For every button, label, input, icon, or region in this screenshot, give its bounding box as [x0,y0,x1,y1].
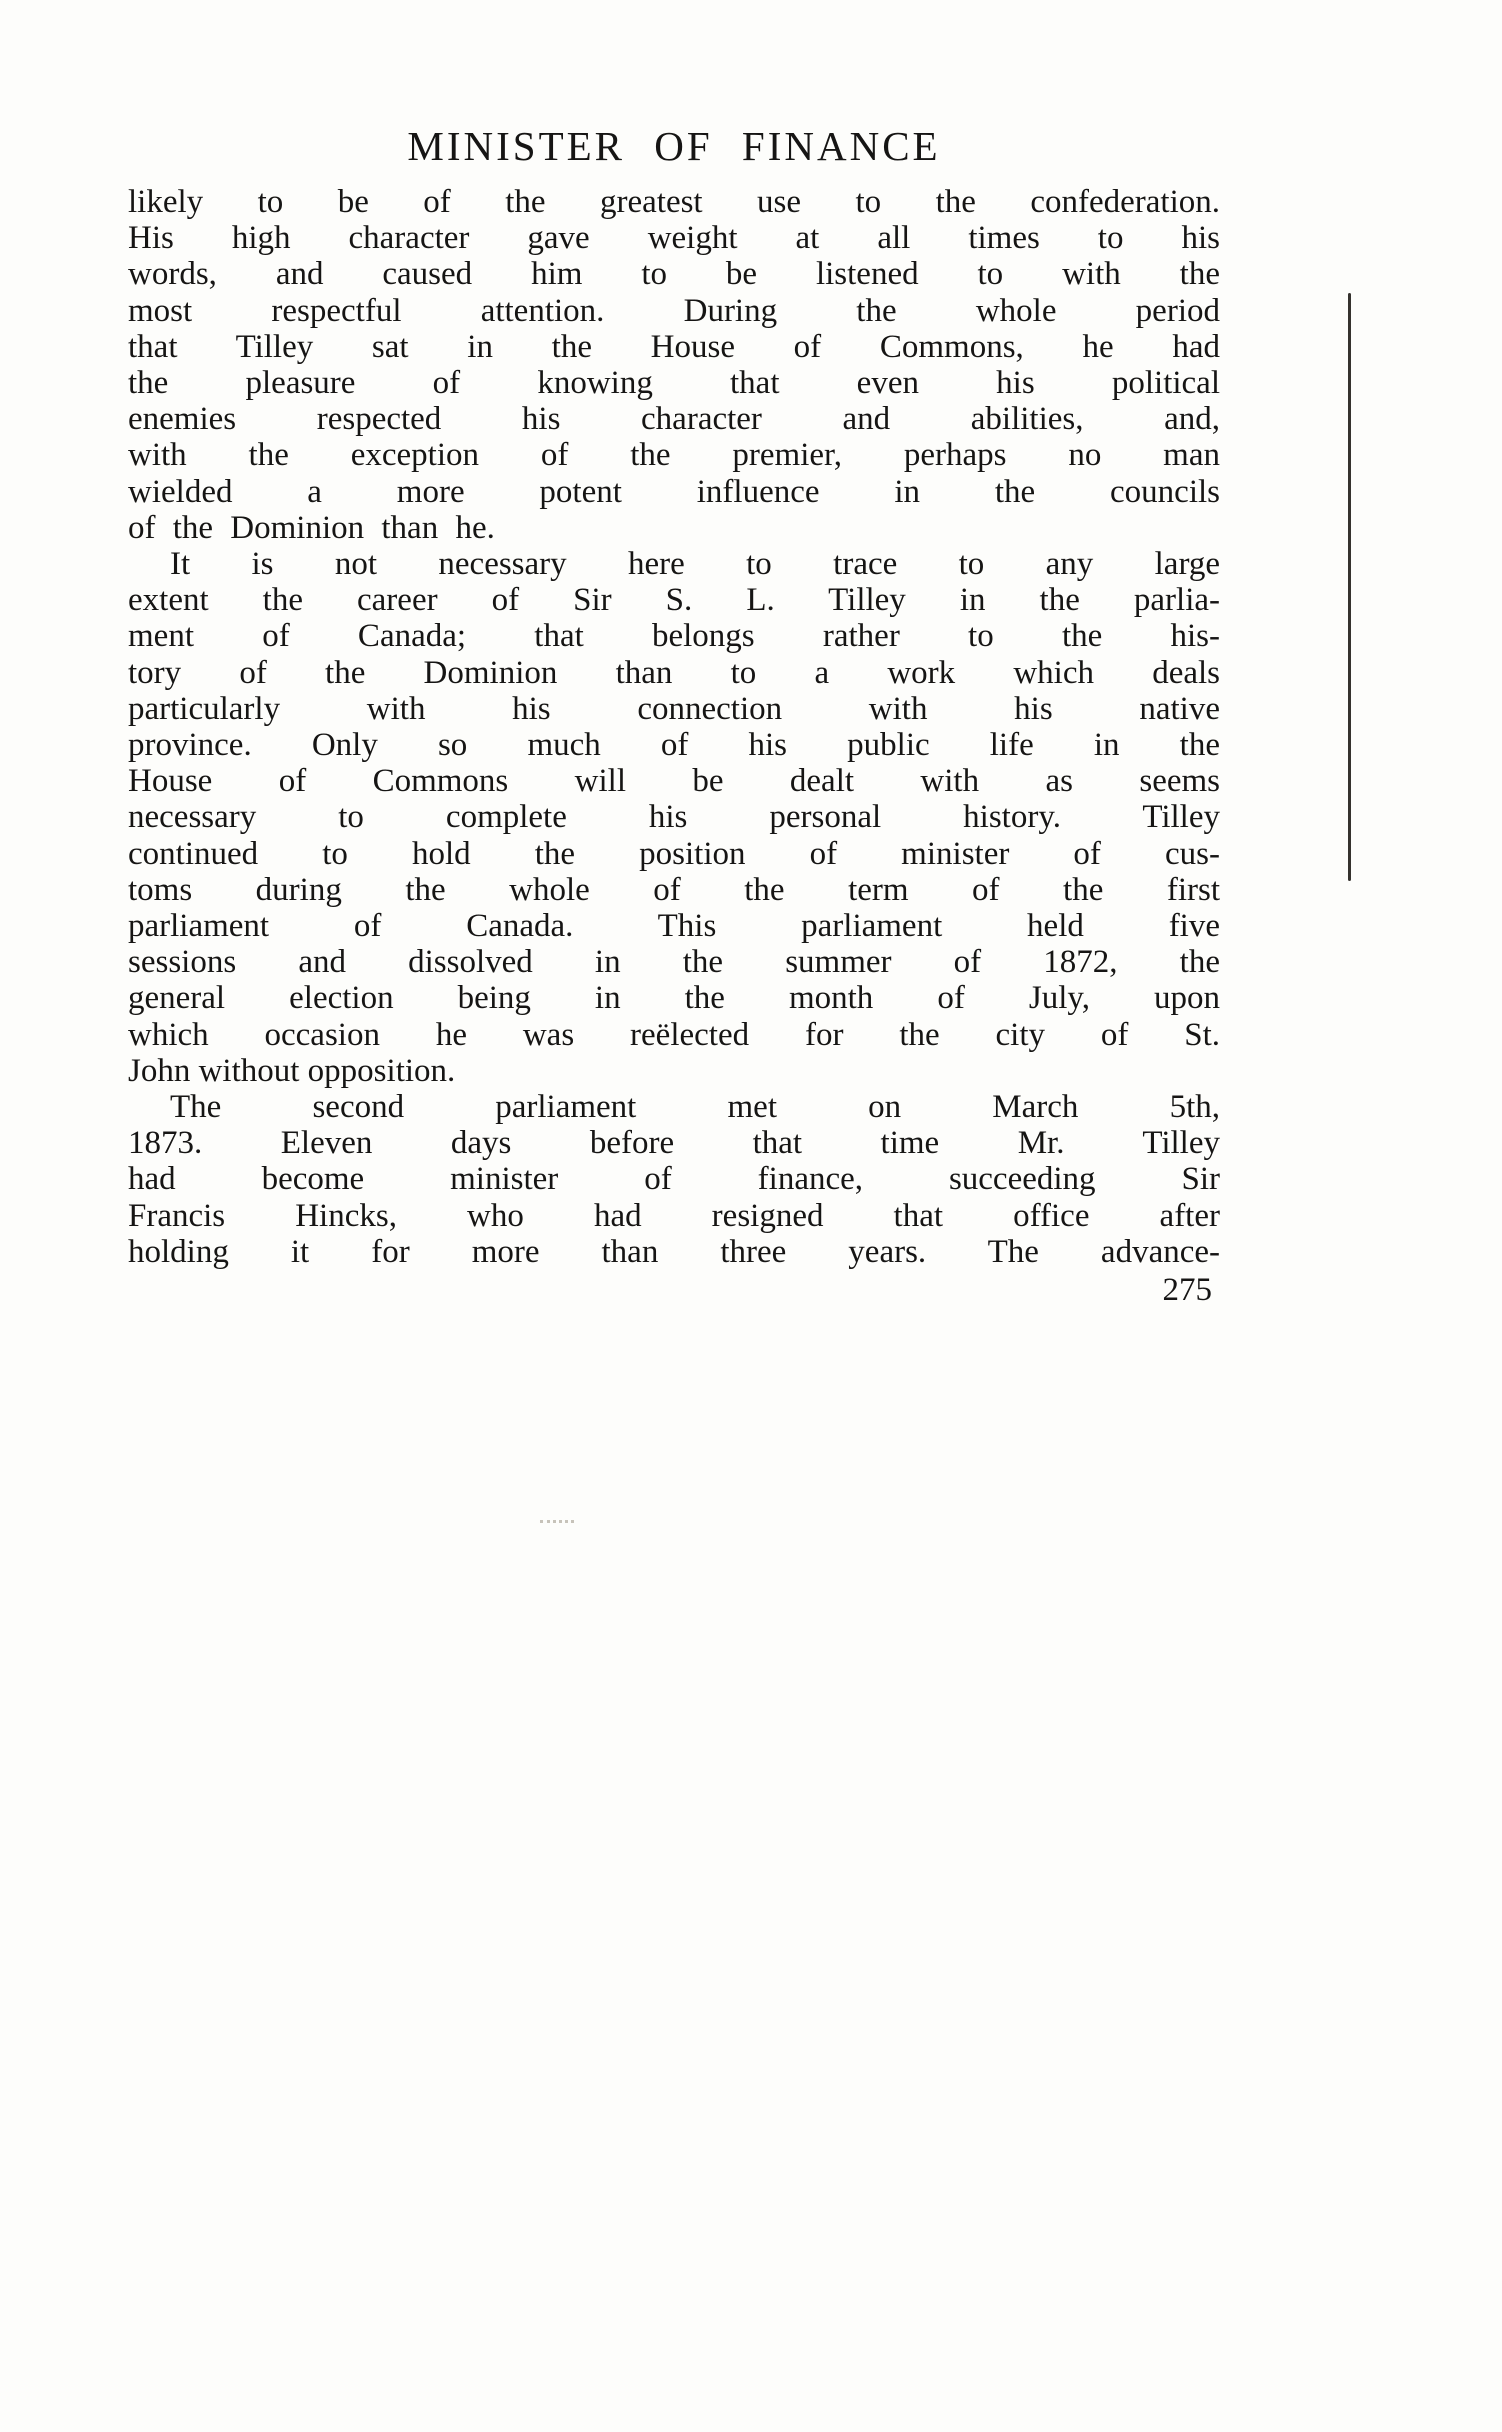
text-line: John without opposition. [128,1052,456,1089]
text-line: The second parliament met on March 5th, [170,1089,1220,1126]
text-line: the pleasure of knowing that even his political [128,365,1220,402]
text-line: most respectful attention. During the whole period [128,292,1220,329]
text-line: necessary to complete his personal history. Tilley [128,799,1220,836]
text-line: words, and caused him to be listened to with the [128,256,1220,293]
paragraph-1 [128,184,1220,546]
text-line: which occasion he was reëlected for the city of St. [128,1016,1220,1053]
text-line: extent the career of Sir S. L. Tilley in the parlia- [128,582,1220,619]
body-text [128,184,1220,1270]
page-edge-line [1348,293,1351,881]
text-line: parliament of Canada. This parliament held five [128,908,1220,945]
text-line: toms during the whole of the term of the first [128,871,1220,908]
text-line: It is not necessary here to trace to any large [170,546,1220,583]
stray-mark [540,1520,574,1523]
text-line: tory of the Dominion than to a work which deals [128,654,1220,691]
paragraph-3 [128,1089,1220,1270]
text-line: with the exception of the premier, perhaps no man [128,437,1220,474]
text-line: Francis Hincks, who had resigned that office after [128,1197,1220,1234]
text-line: sessions and dissolved in the summer of 1872, the [128,944,1220,981]
text-line: particularly with his connection with his native [128,690,1220,727]
text-line: ment of Canada; that belongs rather to the his- [128,618,1220,655]
page-title: MINISTER OF FINANCE [407,123,941,169]
text-line: continued to hold the position of minister of cus- [128,835,1220,872]
page-number: 275 [1162,1272,1212,1308]
text-line: His high character gave weight at all times to his [128,220,1220,257]
text-line: that Tilley sat in the House of Commons, he had [128,328,1220,365]
text-line: had become minister of finance, succeeding Sir [128,1161,1220,1198]
text-line: 1873. Eleven days before that time Mr. Tilley [128,1125,1220,1162]
text-line: likely to be of the greatest use to the confederation. [128,184,1220,220]
text-line: enemies respected his character and abilities, and, [128,401,1220,438]
text-line: general election being in the month of July, upon [128,980,1220,1017]
text-line: holding it for more than three years. The advance- [128,1233,1220,1270]
paragraph-2 [128,546,1220,1089]
text-line: province. Only so much of his public life in the [128,727,1220,764]
text-line: of the Dominion than he. [128,509,495,546]
text-line: wielded a more potent influence in the councils [128,473,1220,510]
text-line: House of Commons will be dealt with as seems [128,763,1220,800]
